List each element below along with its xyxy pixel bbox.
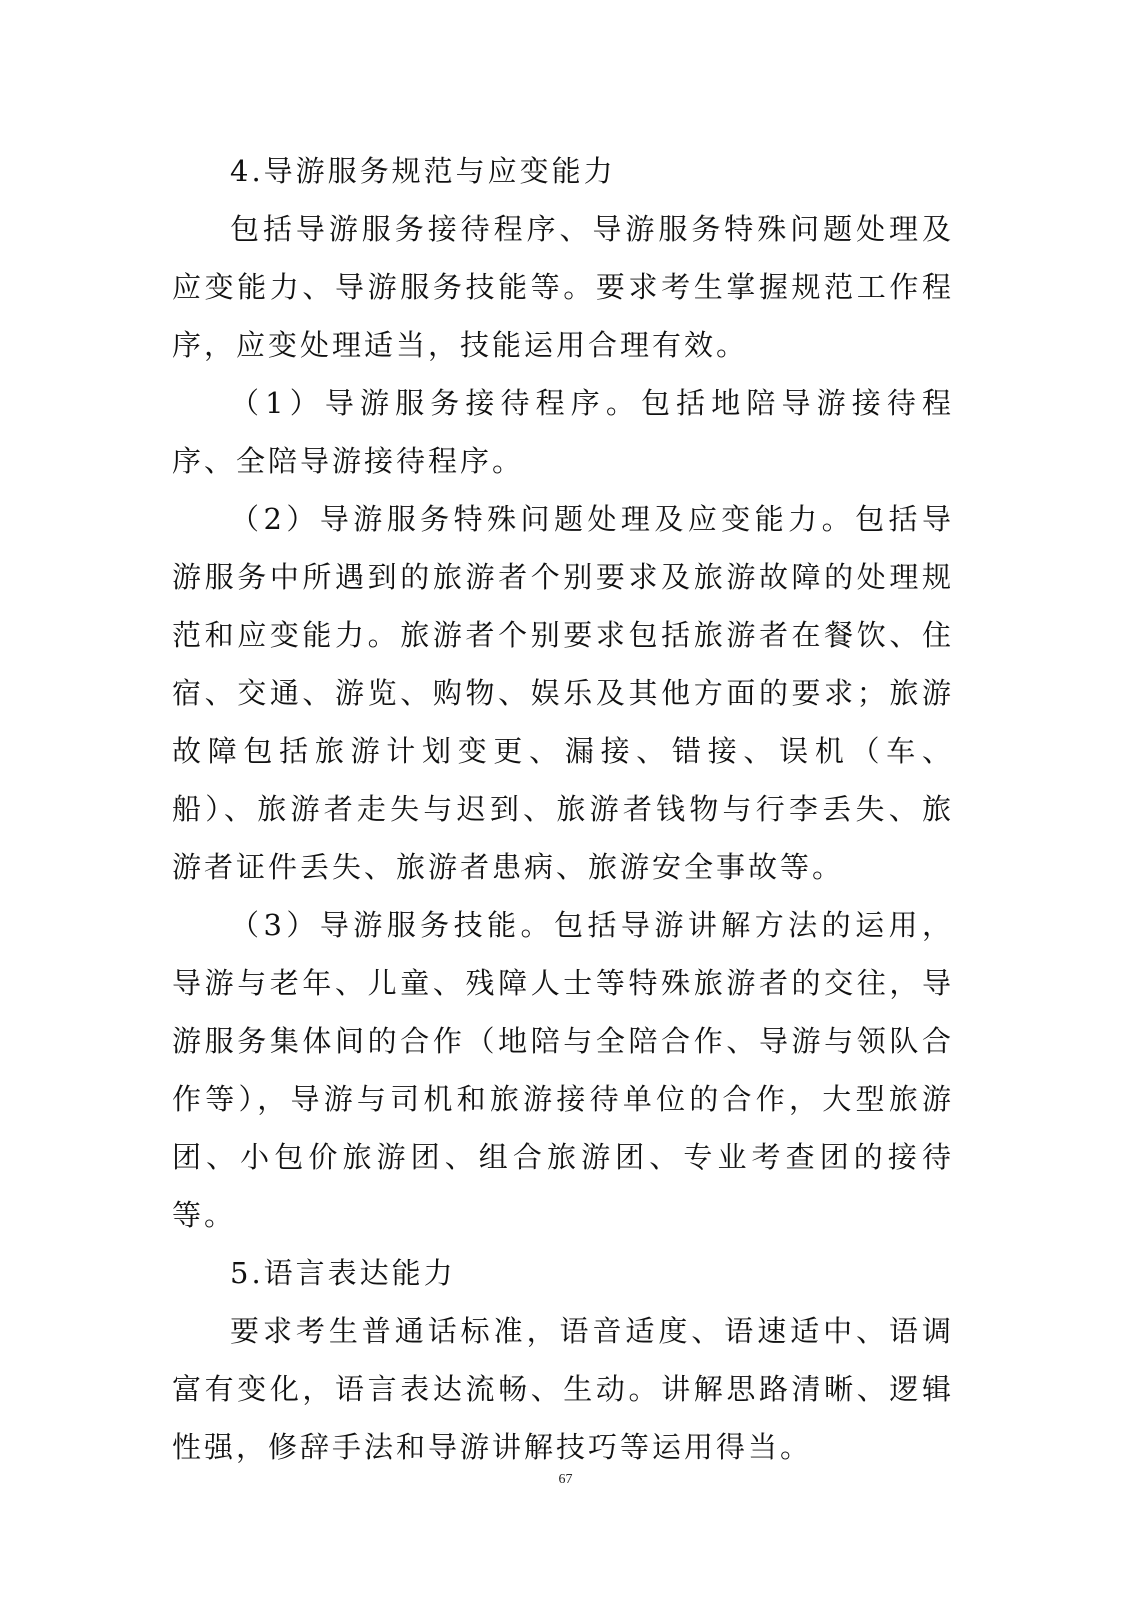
paragraph-item-3: （3）导游服务技能。包括导游讲解方法的运用，导游与老年、儿童、残障人士等特殊旅游者的交往，导游服务集体间的合作（地陪与全陪合作、导游与领队合作等），导游与司机和旅游接待单位的合作，大型旅游团、小包价旅游团、组合旅游团、专业考查团的接待等。	[172, 908, 954, 1232]
body-text	[172, 142, 954, 1476]
section-heading-5: 5.语言表达能力	[230, 1256, 456, 1290]
paragraph-item-2: （2）导游服务特殊问题处理及应变能力。包括导游服务中所遇到的旅游者个别要求及旅游故障的处理规范和应变能力。旅游者个别要求包括旅游者在餐饮、住宿、交通、游览、购物、娱乐及其他方面的要求；旅游故障包括旅游计划变更、漏接、错接、误机（车、船）、旅游者走失与迟到、旅游者钱物与行李丢失、旅游者证件丢失、旅游者患病、旅游安全事故等。	[172, 502, 954, 884]
section-heading-4: 4.导游服务规范与应变能力	[230, 154, 616, 188]
paragraph-item-1: （1）导游服务接待程序。包括地陪导游接待程序、全陪导游接待程序。	[172, 386, 954, 478]
paragraph-section-4-intro: 包括导游服务接待程序、导游服务特殊问题处理及应变能力、导游服务技能等。要求考生掌握规范工作程序，应变处理适当，技能运用合理有效。	[172, 212, 954, 362]
paragraph-section-5: 要求考生普通话标准，语音适度、语速适中、语调富有变化，语言表达流畅、生动。讲解思路清晰、逻辑性强，修辞手法和导游讲解技巧等运用得当。	[172, 1314, 954, 1464]
page-number: 67	[558, 1472, 573, 1487]
